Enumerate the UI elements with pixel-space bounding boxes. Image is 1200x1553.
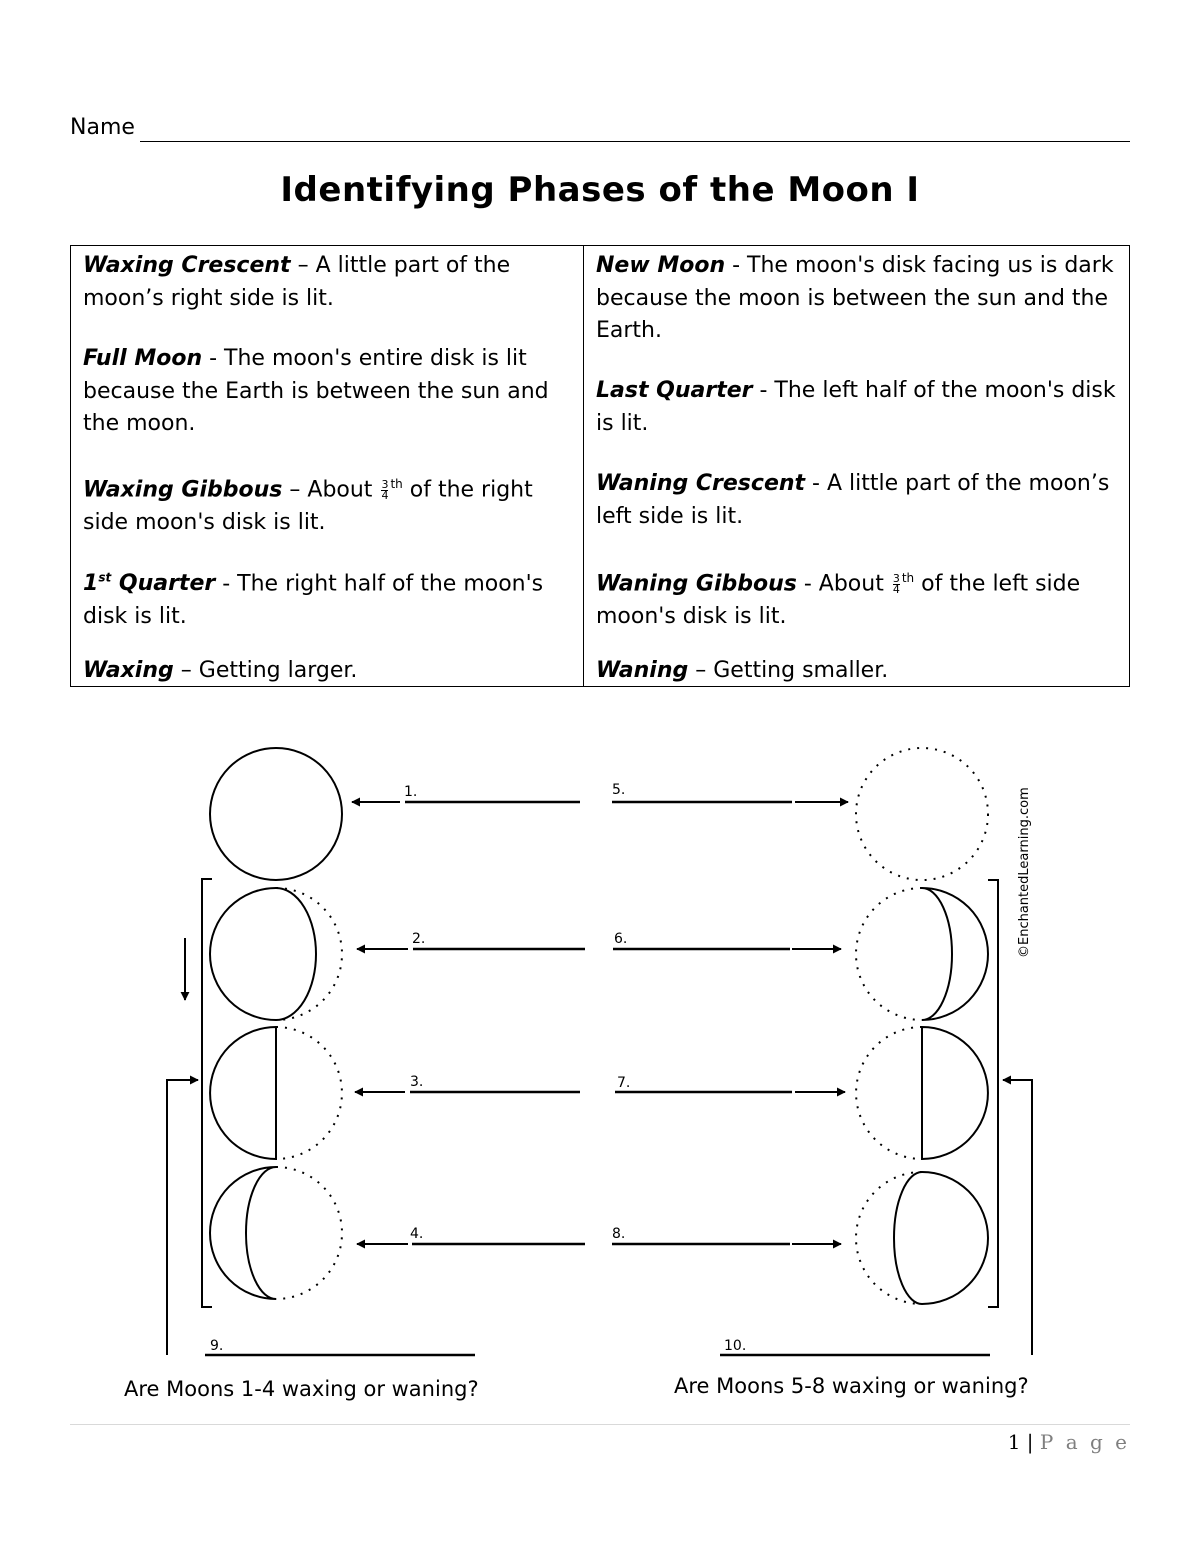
- label-2: 2.: [412, 931, 426, 947]
- label-6: 6.: [614, 931, 628, 947]
- moon-1-full-circle: [210, 748, 342, 880]
- moon-2-waxing-gibbous: [210, 888, 342, 1020]
- label-8: 8.: [612, 1226, 626, 1242]
- def-text: The left half of the moon's disk is lit.: [596, 378, 1116, 436]
- term-sup: st: [98, 571, 112, 585]
- term-waxing-gibbous: Waxing Gibbous: [83, 477, 283, 503]
- moon-4-waxing-crescent: [210, 1167, 342, 1299]
- page-title: Identifying Phases of the Moon I: [280, 170, 920, 210]
- term-rest: Quarter: [111, 571, 216, 597]
- term-waxing-crescent: Waxing Crescent: [83, 253, 291, 278]
- name-label: Name: [70, 115, 135, 140]
- page-separator: |: [1020, 1430, 1040, 1454]
- def-text: The moon's entire disk is lit because the Earth is between the sun and the moon.: [83, 346, 549, 436]
- def-sep: –: [173, 658, 199, 683]
- def-text: of the right side moon's disk is lit.: [83, 477, 533, 535]
- term-waning: Waning: [596, 658, 689, 683]
- frac-sup: th: [390, 477, 403, 491]
- frac-num: 3: [892, 571, 900, 585]
- def-sep: –: [282, 477, 308, 503]
- moon-7-last-quarter: [856, 1027, 988, 1159]
- def-text: The moon's disk facing us is dark because the moon is between the sun and the Earth.: [596, 253, 1114, 343]
- connector-left: [167, 1080, 198, 1355]
- footer-divider: [70, 1424, 1130, 1425]
- def-text: of the left side moon's disk is lit.: [596, 571, 1081, 629]
- moon-5-new-moon: [856, 748, 988, 880]
- connector-right: [1003, 1080, 1032, 1355]
- frac-den: 4: [892, 582, 900, 596]
- def-sep: -: [752, 378, 775, 403]
- term-new-moon: New Moon: [596, 253, 726, 278]
- frac-den: 4: [381, 488, 389, 502]
- label-3: 3.: [410, 1074, 424, 1090]
- label-10: 10.: [724, 1338, 747, 1354]
- question-moons-1-4: Are Moons 1-4 waxing or waning?: [124, 1377, 479, 1401]
- moon-6-waning-crescent: [856, 888, 988, 1020]
- page-word: P a g e: [1039, 1430, 1130, 1454]
- def-sep: -: [725, 253, 748, 278]
- question-moons-5-8: Are Moons 5-8 waxing or waning?: [674, 1374, 1029, 1398]
- def-sep: –: [688, 658, 714, 683]
- term-full-moon: Full Moon: [83, 346, 203, 371]
- term-waxing: Waxing: [83, 658, 174, 683]
- frac-num: 3: [381, 477, 389, 491]
- def-text: Getting larger.: [198, 658, 358, 683]
- term-last-quarter: Last Quarter: [596, 378, 753, 403]
- def-sep: -: [796, 571, 819, 597]
- def-sep: -: [215, 571, 238, 597]
- moon-8-waning-gibbous: [856, 1172, 988, 1304]
- term-waning-crescent: Waning Crescent: [596, 471, 806, 496]
- moon-3-first-quarter: [210, 1027, 342, 1159]
- def-text: The right half of the moon's disk is lit.: [83, 571, 544, 629]
- label-5: 5.: [612, 782, 626, 798]
- right-bracket: [988, 880, 998, 1307]
- label-9: 9.: [210, 1338, 224, 1354]
- def-sep: –: [290, 253, 316, 278]
- def-text: A little part of the moon’s left side is lit.: [596, 471, 1110, 529]
- frac-sup: th: [901, 571, 915, 585]
- def-text: About: [818, 571, 891, 597]
- def-text: About: [307, 477, 380, 503]
- term-waning-gibbous: Waning Gibbous: [596, 571, 797, 597]
- credit-watermark: ©EnchantedLearning.com: [1017, 787, 1032, 958]
- label-7: 7.: [617, 1075, 631, 1091]
- term-main: 1: [83, 571, 99, 597]
- def-sep: -: [202, 346, 225, 371]
- label-1: 1.: [404, 784, 418, 800]
- def-sep: -: [805, 471, 827, 496]
- def-text: A little part of the moon’s right side is lit.: [83, 253, 511, 311]
- label-4: 4.: [410, 1226, 424, 1242]
- page-number: [1008, 1430, 1130, 1454]
- def-text: Getting smaller.: [713, 658, 889, 683]
- page-number-value: 1: [1007, 1430, 1021, 1454]
